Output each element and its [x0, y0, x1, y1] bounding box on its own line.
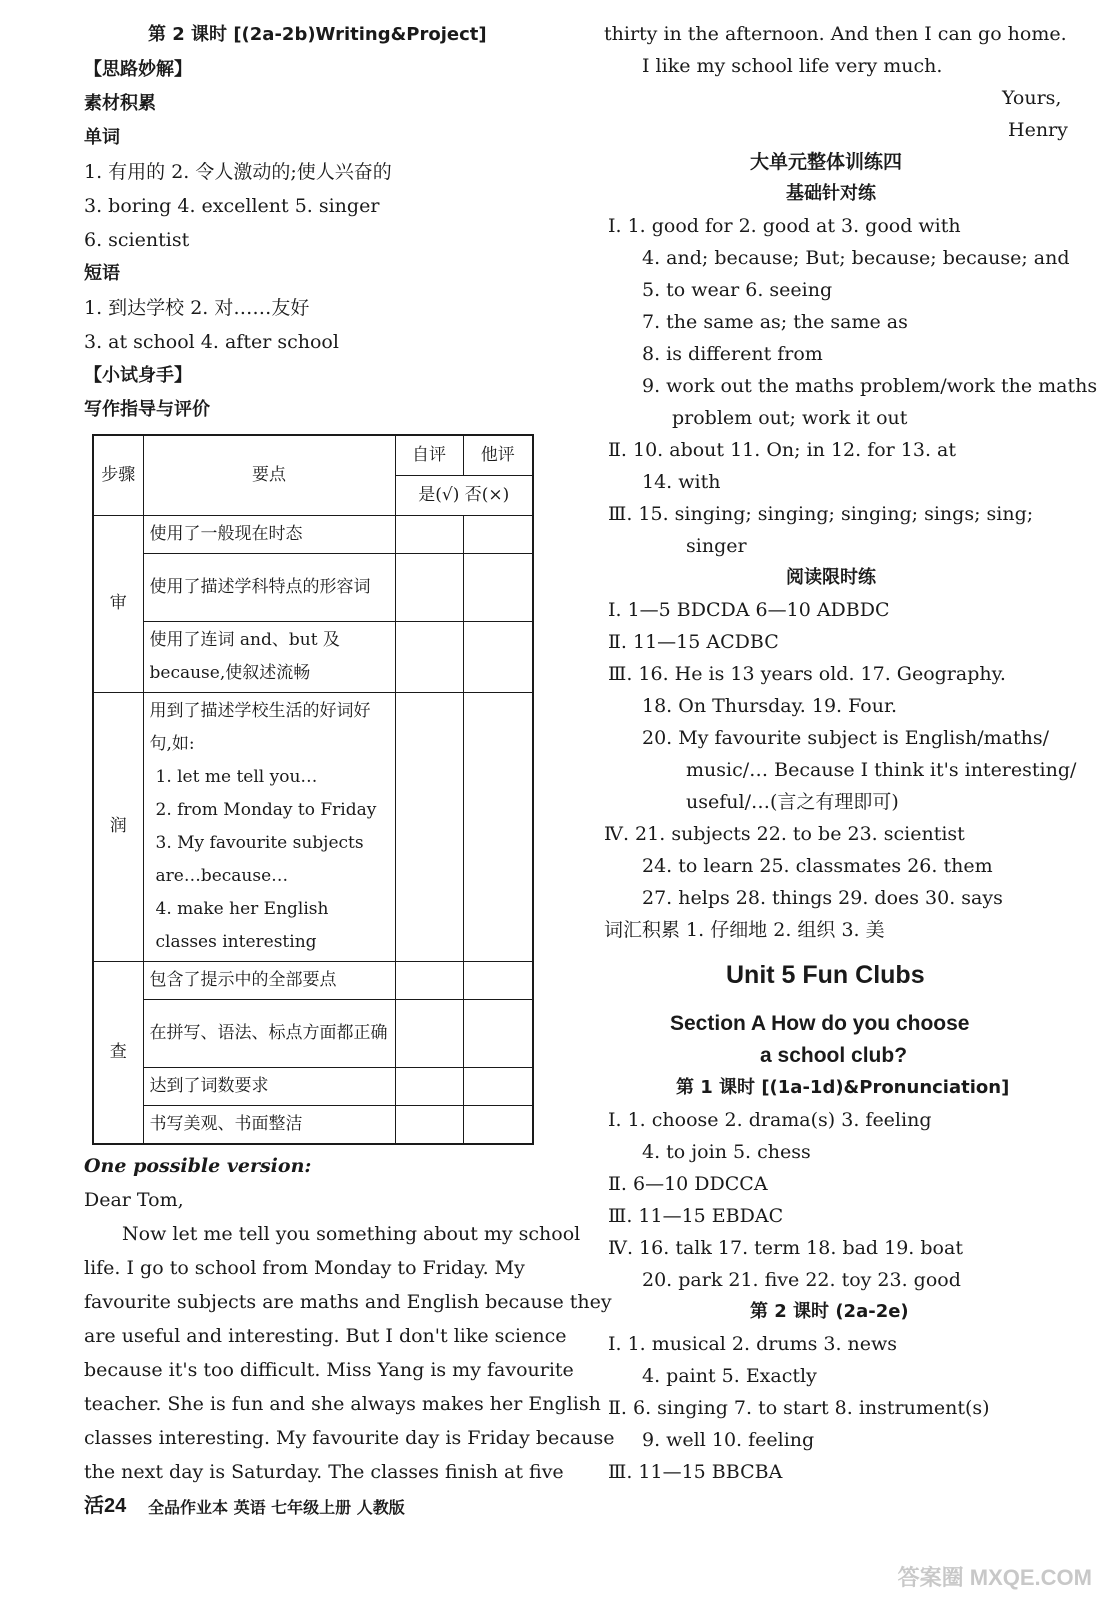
- reading-line-1: Ⅰ. 1—5 BDCDA 6—10 ADBDC: [608, 599, 890, 621]
- essay-line-5: because it's too difficult. Miss Yang is my favourite: [84, 1359, 574, 1381]
- basic-practice-title: 基础针对练: [786, 183, 876, 204]
- writing-rubric-table: [92, 434, 534, 1145]
- closing: Yours,: [1002, 87, 1062, 109]
- essay-cont-line-2: I like my school life very much.: [642, 55, 943, 77]
- reading-line-4: 18. On Thursday. 19. Four.: [642, 695, 897, 717]
- essay-line-8: the next day is Saturday. The classes finish at five: [84, 1461, 564, 1483]
- section-thinking: 【思路妙解】: [84, 59, 192, 80]
- reading-line-8: Ⅳ. 21. subjects 22. to be 23. scientist: [604, 823, 965, 845]
- reading-line-3: Ⅲ. 16. He is 13 years old. 17. Geography.: [608, 663, 1006, 685]
- shen-point-1: 使用了一般现在时态: [143, 515, 395, 553]
- essay-line-2: life. I go to school from Monday to Friday. My: [84, 1257, 525, 1279]
- col-peer: 他评: [463, 435, 533, 475]
- essay-line-3: favourite subjects are maths and English because they: [84, 1291, 612, 1313]
- lesson-title: 第 2 课时 [(2a-2b)Writing&Project]: [148, 24, 487, 45]
- basic-line-6: 9. work out the maths problem/work the maths: [642, 375, 1098, 397]
- reading-practice-title: 阅读限时练: [786, 567, 876, 588]
- lesson2-line-4: 9. well 10. feeling: [642, 1429, 815, 1451]
- lesson2-line-1: Ⅰ. 1. musical 2. drums 3. news: [608, 1333, 898, 1355]
- lesson1-title: 第 1 课时 [(1a-1d)&Pronunciation]: [676, 1077, 1010, 1098]
- essay-cont-line-1: thirty in the afternoon. And then I can go home.: [604, 23, 1067, 45]
- lesson1-line-1: Ⅰ. 1. choose 2. drama(s) 3. feeling: [608, 1109, 932, 1131]
- basic-line-3: 5. to wear 6. seeing: [642, 279, 833, 301]
- run-point-2: 2. from Monday to Friday: [155, 799, 377, 820]
- lesson1-line-2: 4. to join 5. chess: [642, 1141, 811, 1163]
- possible-version-label: One possible version:: [84, 1155, 312, 1177]
- run-point-3: 3. My favourite subjects are…because…: [155, 832, 364, 886]
- lesson1-line-4: Ⅲ. 11—15 EBDAC: [608, 1205, 784, 1227]
- material-heading: 素材积累: [84, 93, 156, 114]
- col-yesno: 是(√) 否(×): [395, 475, 533, 515]
- run-point-4: 4. make her English classes interesting: [155, 898, 329, 952]
- salutation: Dear Tom,: [84, 1189, 184, 1211]
- run-intro: 用到了描述学校生活的好词好句,如:: [149, 700, 371, 754]
- basic-line-7: problem out; work it out: [672, 407, 908, 429]
- step-cha: 查: [93, 961, 143, 1144]
- signature: Henry: [1008, 119, 1068, 141]
- step-run: 润: [93, 692, 143, 961]
- writing-guide-heading: 写作指导与评价: [84, 399, 210, 420]
- lesson1-line-6: 20. park 21. five 22. toy 23. good: [642, 1269, 961, 1291]
- basic-line-9: 14. with: [642, 471, 721, 493]
- cha-point-3: 达到了词数要求: [143, 1067, 395, 1105]
- phrases-heading: 短语: [84, 263, 120, 284]
- lesson2-title: 第 2 课时 (2a-2e): [750, 1301, 909, 1322]
- essay-line-6: teacher. She is fun and she always makes her English: [84, 1393, 601, 1415]
- basic-line-5: 8. is different from: [642, 343, 823, 365]
- words-heading: 单词: [84, 127, 120, 148]
- col-point: 要点: [143, 435, 395, 515]
- essay-line-7: classes interesting. My favourite day is Friday because: [84, 1427, 615, 1449]
- reading-line-5: 20. My favourite subject is English/maths/: [642, 727, 1049, 749]
- unit-title: Unit 5 Fun Clubs: [726, 961, 925, 989]
- section-title-line-2: a school club?: [760, 1044, 908, 1067]
- lesson2-line-2: 4. paint 5. Exactly: [642, 1365, 817, 1387]
- words-line-3: 6. scientist: [84, 229, 190, 251]
- col-step: 步骤: [93, 435, 143, 515]
- run-points: [143, 692, 395, 961]
- run-point-1: 1. let me tell you…: [155, 766, 318, 787]
- lesson2-line-5: Ⅲ. 11—15 BBCBA: [608, 1461, 783, 1483]
- essay-line-4: are useful and interesting. But I don't like science: [84, 1325, 567, 1347]
- reading-line-2: Ⅱ. 11—15 ACDBC: [608, 631, 779, 653]
- phrases-line-1: 1. 到达学校 2. 对……友好: [84, 297, 310, 319]
- basic-line-1: Ⅰ. 1. good for 2. good at 3. good with: [608, 215, 961, 237]
- cha-point-4: 书写美观、书面整洁: [143, 1105, 395, 1144]
- section-title-line-1: Section A How do you choose: [670, 1012, 970, 1035]
- lesson2-line-3: Ⅱ. 6. singing 7. to start 8. instrument(s): [608, 1397, 990, 1419]
- basic-line-11: singer: [686, 535, 747, 557]
- basic-line-2: 4. and; because; But; because; because; and: [642, 247, 1070, 269]
- words-line-1: 1. 有用的 2. 令人激动的;使人兴奋的: [84, 161, 392, 183]
- reading-line-11: 词汇积累 1. 仔细地 2. 组织 3. 美: [604, 919, 885, 941]
- reading-line-7: useful/…(言之有理即可): [686, 791, 899, 813]
- cha-point-2: 在拼写、语法、标点方面都正确: [143, 999, 395, 1067]
- phrases-line-2: 3. at school 4. after school: [84, 331, 339, 353]
- words-line-2: 3. boring 4. excellent 5. singer: [84, 195, 380, 217]
- basic-line-4: 7. the same as; the same as: [642, 311, 908, 333]
- footer-page-number: 活24: [84, 1495, 127, 1517]
- basic-line-8: Ⅱ. 10. about 11. On; in 12. for 13. at: [608, 439, 957, 461]
- shen-point-3: 使用了连词 and、but 及 because,使叙述流畅: [143, 621, 395, 692]
- lesson1-line-3: Ⅱ. 6—10 DDCCA: [608, 1173, 768, 1195]
- step-shen: 审: [93, 515, 143, 692]
- reading-line-6: music/… Because I think it's interesting/: [686, 759, 1077, 781]
- trial-heading: 【小试身手】: [84, 365, 192, 386]
- shen-point-2: 使用了描述学科特点的形容词: [143, 553, 395, 621]
- unit-training-title: 大单元整体训练四: [750, 151, 903, 173]
- reading-line-9: 24. to learn 25. classmates 26. them: [642, 855, 993, 877]
- footer-book-info: 全品作业本 英语 七年级上册 人教版: [148, 1498, 405, 1517]
- watermark-logo: 答案圈 MXQE.COM: [897, 1565, 1092, 1590]
- basic-line-10: Ⅲ. 15. singing; singing; singing; sings; sing;: [608, 503, 1034, 525]
- reading-line-10: 27. helps 28. things 29. does 30. says: [642, 887, 1003, 909]
- cha-point-1: 包含了提示中的全部要点: [143, 961, 395, 999]
- lesson1-line-5: Ⅳ. 16. talk 17. term 18. bad 19. boat: [608, 1237, 963, 1259]
- essay-line-1: Now let me tell you something about my school: [122, 1223, 581, 1245]
- col-self: 自评: [395, 435, 463, 475]
